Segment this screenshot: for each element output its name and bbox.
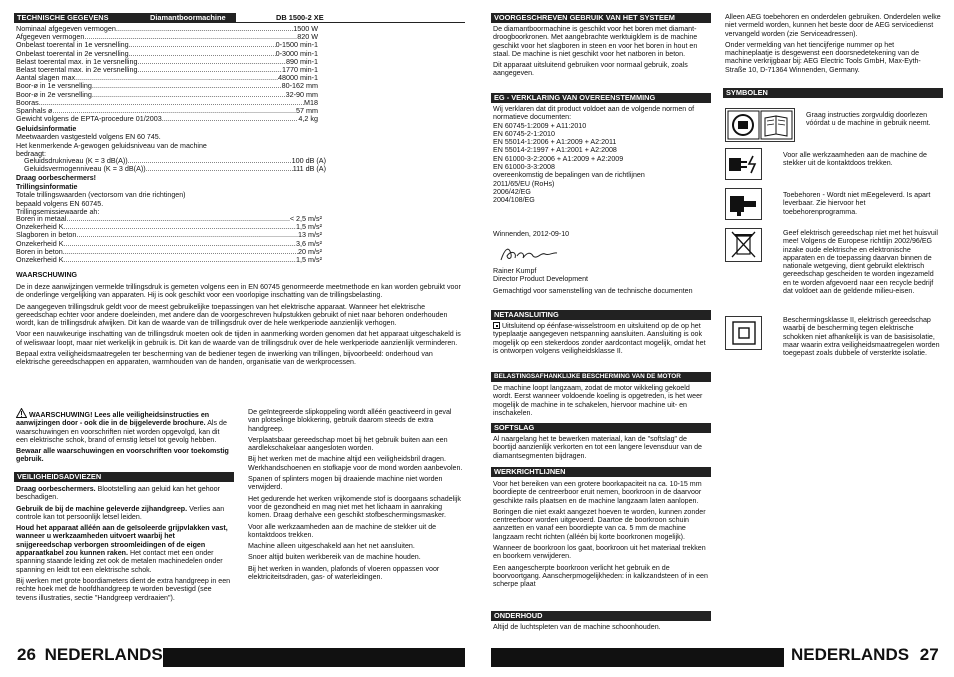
ce-line: EN 61000-3-2:2006 + A1:2009 + A2:2009	[493, 154, 624, 163]
product-name: Diamantboormachine	[150, 13, 226, 22]
symbol-text-accessory: Toebehoren - Wordt niet mEegeleverd. Is apart leverbaar. Zie hiervoor het toebehorenprogramma.	[783, 191, 931, 216]
spec-value: M18	[304, 97, 318, 107]
spec-value: 57 mm	[296, 106, 318, 115]
leader-dots	[92, 91, 286, 99]
leader-dots	[92, 82, 282, 90]
ce-line: 2004/108/EG	[493, 196, 535, 205]
safety-col-2	[248, 408, 464, 584]
safety-warning-block	[16, 408, 232, 467]
spec-value: 20 m/s²	[298, 246, 322, 256]
work-paragraph: Een aangescherpte boorkroon verlicht het gebruik en de boorvoortgang. Aanscherpmogelijkheden: in kalkzandsteen of in een scherpe plaat	[493, 563, 708, 589]
noise-line: Meetwaarden vastgesteld volgens EN 60 745.	[16, 133, 161, 142]
safety-item-text: Verlies aan controle kan tot persoonlijk letsel leiden.	[16, 504, 225, 521]
noise-title: Geluidsinformatie	[16, 125, 77, 133]
safety-item: Bij het werken in wanden, plafonds of vloeren oppassen voor elektriciteitsdraden, gas- of waterleidingen.	[248, 564, 440, 582]
warning-triangle-icon	[16, 408, 27, 418]
leader-dots	[66, 215, 290, 223]
spec-value: < 2,5 m/s²	[289, 214, 322, 223]
spec-label: Aantal slagen max.	[16, 73, 78, 83]
leader-dots	[129, 41, 276, 49]
spec-value: 13 m/s²	[298, 230, 322, 240]
work-header: WERKRICHTLIJNEN	[491, 467, 711, 477]
spec-value: 0-3000 min-1	[275, 48, 318, 58]
symbols-header: SYMBOLEN	[723, 88, 943, 98]
safety-item: Voor alle werkzaamheden aan de machine de stekker uit de kontaktdoos trekken.	[248, 522, 437, 539]
vibration-info	[16, 183, 336, 216]
leader-dots	[64, 223, 296, 231]
safety-col-1	[16, 485, 232, 605]
noise-line: Het kenmerkende A-gewogen geluidsniveau van de machine	[16, 141, 207, 150]
spec-label: Nominaal afgegeven vermogen	[16, 24, 116, 33]
page-footer-left	[17, 645, 163, 665]
spec-label: Belast toerental max. in 2e versnelling	[16, 65, 138, 74]
spec-value: 111 dB (A)	[292, 164, 326, 174]
safety-item-bold: Houd het apparaat alléén aan de geïsoleerde grijpvlakken vast, wanneer u werkzaamheden uitvoert waarbij het snijgereedschap verborgen stroomleidingen of de eigen apparaatkabel zou kunnen raken.	[16, 524, 228, 558]
spec-row	[16, 99, 318, 107]
leader-dots	[64, 240, 296, 248]
ce-declaration	[493, 105, 709, 205]
mains-header: NETAANSLUITING	[491, 310, 711, 320]
leader-dots	[128, 157, 292, 165]
spec-label: Boren in metaal	[16, 214, 67, 223]
maintenance-text: Altijd de luchtspleten van de machine schoonhouden.	[493, 623, 661, 631]
place-date: Winnenden, 2012-09-10	[493, 230, 570, 238]
safety-item: Het gedurende het werken vrijkomende stof is doorgaans schadelijk voor de gezondheid en mag niet met het lichaam in aanraking komen. Draag derhalve een geschikt stofbeschermingsmasker.	[248, 494, 461, 520]
warning-title: WAARSCHUWING	[16, 271, 78, 279]
service-text	[725, 13, 941, 77]
spec-label: Booras	[16, 97, 39, 107]
safety-item-text: Blootstelling aan geluid kan het gehoor beschadigen.	[16, 485, 220, 502]
spec-label: Boor-ø in 2e versnelling	[16, 89, 92, 99]
footer-bar-right	[491, 648, 784, 667]
symbol-text-unplug: Voor alle werkzaamheden aan de machine de stekker uit de kontaktdoos trekken.	[783, 151, 927, 168]
signer-block	[493, 267, 709, 295]
softslag-header: SOFTSLAG	[491, 423, 711, 433]
section-title: TECHNISCHE GEGEVENS	[17, 13, 109, 22]
warning-text	[16, 283, 464, 370]
warning-body-text: Als de waarschuwingen en voorschriften niet worden opgevolgd, kan dit een elektrische schok, brand of ernstig letsel tot gevolg hebben.	[16, 419, 227, 444]
ce-line: EN 60745-1:2009 + A11:2010	[493, 121, 587, 130]
page-number: 27	[919, 645, 939, 664]
safety-item: Snoer altijd buiten werkbereik van de machine houden.	[248, 553, 421, 562]
page-footer-right	[791, 645, 939, 665]
warning-paragraph: Voor een nauwkeurige inschatting van de trillingsdruk moeten ook de tijden in aanmerking worden genomen dat het apparaat uitgeschakeld is of weliswaar loopt, maar niet werkelijk in gebruik is. Dit kan de waarde van de trillingsdruk over de hele werkperiode aanzienlijk verminderen.	[16, 330, 461, 347]
maintenance-header: ONDERHOUD	[491, 611, 711, 621]
leader-dots	[64, 256, 296, 264]
vibration-title: Trillingsinformatie	[16, 183, 78, 191]
work-paragraph: Wanneer de boorkroon los gaat, boorkroon uit het materiaal trekken en boorkern verwijderen.	[493, 544, 706, 561]
class-ii-icon	[725, 316, 762, 350]
safety-item-bold: Draag oorbeschermers.	[16, 485, 96, 493]
ce-line: Wij verklaren dat dit product voldoet aan de volgende normen of normatieve documenten:	[493, 105, 695, 122]
safety-item: De geïntegreerde slipkoppeling wordt alléén geactiveerd in geval van plotselinge blokkering, gebruik daarom steeds de extra handgreep.	[248, 408, 452, 433]
class-ii-small-icon	[493, 322, 500, 329]
work-guidelines	[493, 480, 709, 592]
safety-item-text: Bij werken met grote boordiameters dient de extra handgreep in een rechte hoek met de hoofdhandgreep te worden bevestigd (see tevens illustraties, sectie "Handgreep verdraaien").	[16, 576, 231, 602]
warning-paragraph: De in deze aanwijzingen vermelde trillingsdruk is gemeten volgens een in EN 60745 genormeerde meetmethode en kan worden gebruikt voor de onderlinge vergelijking van apparaten. Hij is ook geschikt voor een voorlopige inschatting van de trillingsbelasting.	[16, 283, 461, 300]
ce-line: 2006/42/EG	[493, 187, 531, 196]
ce-line: overeenkomstig de bepalingen van de richtlijnen	[493, 171, 645, 180]
spec-label: Onzekerheid K	[16, 238, 64, 248]
read-instructions-icon	[725, 108, 795, 142]
signer-role: Director Product Development	[493, 275, 589, 284]
safety-item-bold: Gebruik de bij de machine geleverde zijhandgreep.	[16, 504, 188, 513]
use-header: VOORGESCHREVEN GEBRUIK VAN HET SYSTEEM	[491, 13, 711, 23]
symbol-text-read: Graag instructies zorgvuldig doorlezen vóórdat u de machine in gebruik neemt.	[806, 111, 931, 128]
spec-label: Spanhals ø	[16, 106, 53, 115]
spec-row	[16, 256, 322, 264]
page-number: 26	[17, 645, 36, 664]
keep-instructions-text: Bewaar alle waarschuwingen en voorschriften voor toekomstig gebruik.	[16, 447, 229, 464]
accessory-icon	[725, 188, 762, 220]
ce-line: EN 55014-2:1997 + A1:2001 + A2:2008	[493, 146, 617, 155]
leader-dots	[137, 66, 282, 74]
spec-row	[16, 91, 318, 99]
spec-value: 80-162 mm	[281, 81, 318, 91]
symbol-text-class-ii: Beschermingsklasse II, elektrisch gereedschap waarbij de bescherming tegen elektrische schokken niet afhankelijk is van de basisisolatie, maar waarin extra veiligheidsmaatregelen worden toegepast zoals dubbele of versterkte isolatie.	[783, 316, 940, 358]
spec-label: Gewicht volgens de EPTA-procedure 01/2003	[16, 114, 162, 124]
leader-dots	[63, 248, 298, 256]
spec-value: 1770 min-1	[282, 65, 318, 74]
signature-image	[499, 244, 559, 264]
spec-label: Onbelast toerental in 1e versnelling	[16, 40, 129, 50]
spec-value: 48000 min-1	[278, 73, 318, 83]
safety-item: Spanen of splinters mogen bij draaiende machine niet worden verwijderd.	[248, 475, 443, 492]
spec-value: 3,6 m/s²	[296, 238, 322, 248]
mains-text: Uitsluitend op éénfase-wisselstroom en uitsluitend op de op het typeplaatje aangegeven netspanning aansluiten. Aansluiting is ook mogelijk op een stekerdoos zonder aardcontact mogelijk, omdat het is ontworpen volgens veiligheidsklasse II.	[493, 322, 706, 355]
leader-dots	[162, 115, 299, 123]
unplug-icon	[725, 148, 762, 180]
service-paragraph: Onder vermelding van het tiencijferige nummer op het machineplaatje is desgewenst een doorsnedetekening van de machine verkrijgbaar bij: AEG Electric Tools GmbH, Max-Eyth-Straße 10, D-71364 Winnenden, Germany.	[725, 40, 921, 74]
safety-item: Bij het werken met de machine altijd een veiligheidsbril dragen. Werkhandschoenen en stofkapje voor de mond worden aanbevolen.	[248, 455, 463, 472]
use-text	[493, 25, 709, 81]
warning-paragraph: De aangegeven trillingsdruk geldt voor de meest gebruikelijke toepassingen van het elektrische apparaat. Wanneer het elektrische gereedschap echter voor andere doeleinden, met andere dan de voorgeschreven hulpstukken gebruikt of niet naar behoren onderhouden wordt, kan de trillingsdruk afwijken. Dit kan de waarde van de trillingsdruk over de hele werkperiode aanzienlijk verhogen.	[16, 302, 448, 328]
spec-row	[16, 115, 318, 123]
tech-data-header	[14, 13, 465, 23]
noise-line: bedraagt:	[16, 149, 46, 158]
use-paragraph: Dit apparaat uitsluitend gebruiken voor normaal gebruik, zoals aangegeven.	[493, 61, 688, 78]
spec-value: 4,2 kg	[298, 114, 318, 124]
warning-bold-text: WAARSCHUWING! Lees alle veiligheidsinstructies en aanwijzingen door - ook die in de bijgeleverde brochure.	[16, 411, 210, 428]
spec-value: 0-1500 min-1	[275, 40, 318, 50]
mains-text-block	[493, 322, 709, 355]
authorized-text: Gemachtigd voor samenstelling van de technische documenten	[493, 286, 693, 295]
softslag-text: Al naargelang het te bewerken materiaal, kan de "softslag" de boortijd aanzienlijk verkorten en tot een langere levensduur van de diamantsegmenten bijdragen.	[493, 435, 703, 460]
spec-value: 890 min-1	[286, 56, 318, 66]
symbol-text-weee: Geef elektrisch gereedschap niet met het huisvuil mee! Volgens de Europese richtlijn 2002/96/EG inzake oude elektrische en elektronische apparaten en de toepassing daarvan binnen de nationale wetgeving, dient gebruikt elektrisch gereedschap gescheiden te worden ingezameld en te worden afgevoerd naar een recycle bedrijf dat voldoet aan de geldende milieu-eisen.	[783, 229, 938, 296]
service-paragraph: Alleen AEG toebehoren en onderdelen gebruiken. Onderdelen welke niet vermeld worden, kunnen het beste door de AEG servicedienst vervangeld worden (zie Serviceadressen).	[725, 13, 941, 38]
spec-label: Onbelast toerental in 2e versnelling	[16, 48, 129, 58]
spec-value: 1,5 m/s²	[296, 222, 322, 232]
warning-paragraph: Bepaal extra veiligheidsmaatregelen ter bescherming van de bediener tegen de inwerking van trillingen, bijvoorbeeld: onderhoud van elektrische gereedschappen en apparaten, warmhouden van de handen, organisatie van de werkprocessen.	[16, 350, 433, 367]
signer-name: Rainer Kumpf	[493, 267, 537, 275]
vibration-line: bepaald volgens EN 60745.	[16, 199, 104, 208]
spec-label: Geluidsvermogenniveau (K = 3 dB(A))	[24, 164, 146, 174]
footer-language: NEDERLANDS	[791, 645, 910, 664]
spec-value: 32-90 mm	[285, 89, 318, 99]
safety-item-text: Het contact met een onder spanning staande leiding zet ook de metalen machinedelen onder spanning en leidt tot een elektrische schok.	[16, 549, 223, 574]
spec-value: 1500 W	[293, 24, 318, 33]
spec-label: Onzekerheid K	[16, 255, 64, 264]
spec-label: Onzekerheid K	[16, 222, 64, 232]
use-paragraph: De diamantboormachine is geschikt voor het boren met diamant-droogboorkronen. Met aangebrachte werktuigklem is de machine geschikt voor het slagboren in steen en voor het boren in hout en staal. De machine is niet geschikt voor het natboren in beton.	[493, 25, 698, 58]
spec-label: Boren in beton	[16, 246, 63, 256]
leader-dots	[146, 165, 293, 173]
safety-header: VEILIGHEIDSADVIEZEN	[14, 472, 234, 482]
leader-dots	[77, 74, 278, 82]
leader-dots	[39, 99, 304, 107]
safety-item: Machine alleen uitgeschakeld aan het net aansluiten.	[248, 542, 415, 551]
leader-dots	[129, 50, 276, 58]
motor-header: BELASTINGSAFHANKLIJKE BESCHERMING VAN DE MOTOR	[491, 372, 711, 382]
ce-line: EN 60745-2-1:2010	[493, 129, 555, 138]
vibration-emission: Trillingsemissiewaarde ah:	[16, 207, 100, 216]
model-number: DB 1500-2 XE	[276, 13, 324, 22]
footer-language: NEDERLANDS	[44, 645, 163, 664]
leader-dots	[116, 25, 293, 33]
ce-line: EN 61000-3-3:2008	[493, 163, 555, 172]
motor-text: De machine loopt langzaam, zodat de motor wikkeling gekoeld wordt. Eerst wanneer voldoende koeling is opgetreden, is het weer mogelijk de machine in te schakelen, hiervoor machine uit- en inschakelen.	[493, 384, 703, 417]
spec-label: Boor-ø in 1e versnelling	[16, 81, 92, 91]
ce-line: 2011/65/EU (RoHs)	[493, 179, 555, 188]
spec-value: 100 dB (A)	[291, 156, 326, 165]
spec-value: 820 W	[297, 32, 318, 42]
spec-label: Afgegeven vermogen	[16, 32, 85, 42]
vibration-line: Totale trillingswaarden (vectorsom van drie richtingen)	[16, 191, 186, 200]
ce-line: EN 55014-1:2006 + A1:2009 + A2:2011	[493, 138, 617, 147]
ce-header: EG - VERKLARING VAN OVEREENSTEMMING	[491, 93, 711, 103]
weee-bin-icon	[725, 228, 762, 262]
leader-dots	[76, 231, 298, 239]
ear-protection-note: Draag oorbeschermers!	[16, 174, 97, 182]
spec-value: 1,5 m/s²	[296, 255, 322, 264]
footer-bar	[163, 648, 465, 667]
noise-info	[16, 125, 336, 158]
work-paragraph: Voor het bereiken van een grotere boorkapaciteit na ca. 10-15 mm boordiepte de centreerboor eruit nemen, boorkroon in de daarvoor geschikte rails plaatsen en de machine langzaam laten aanlopen.	[493, 480, 702, 505]
spec-label: Belast toerental max. in 1e versnelling	[16, 56, 138, 66]
safety-item: Verplaatsbaar gereedschap moet bij het gebruik buiten aan een aardlekschakelaar aangesloten worden.	[248, 435, 448, 453]
spec-label: Geluidsdrukniveau (K = 3 dB(A))	[24, 156, 128, 165]
spec-row	[16, 165, 326, 173]
leader-dots	[137, 58, 286, 66]
work-paragraph: Boringen die niet exakt aangezet hoeven te worden, kunnen zonder centreerboor worden uitgevoerd. Daartoe de boorkroon schuin aanzetten en vanaf een boordiepte van ca. 5 mm de machine langzaam recht richten (alléén bij korte boorkronen mogelijk).	[493, 507, 706, 541]
spec-label: Slagboren in beton	[16, 230, 77, 240]
